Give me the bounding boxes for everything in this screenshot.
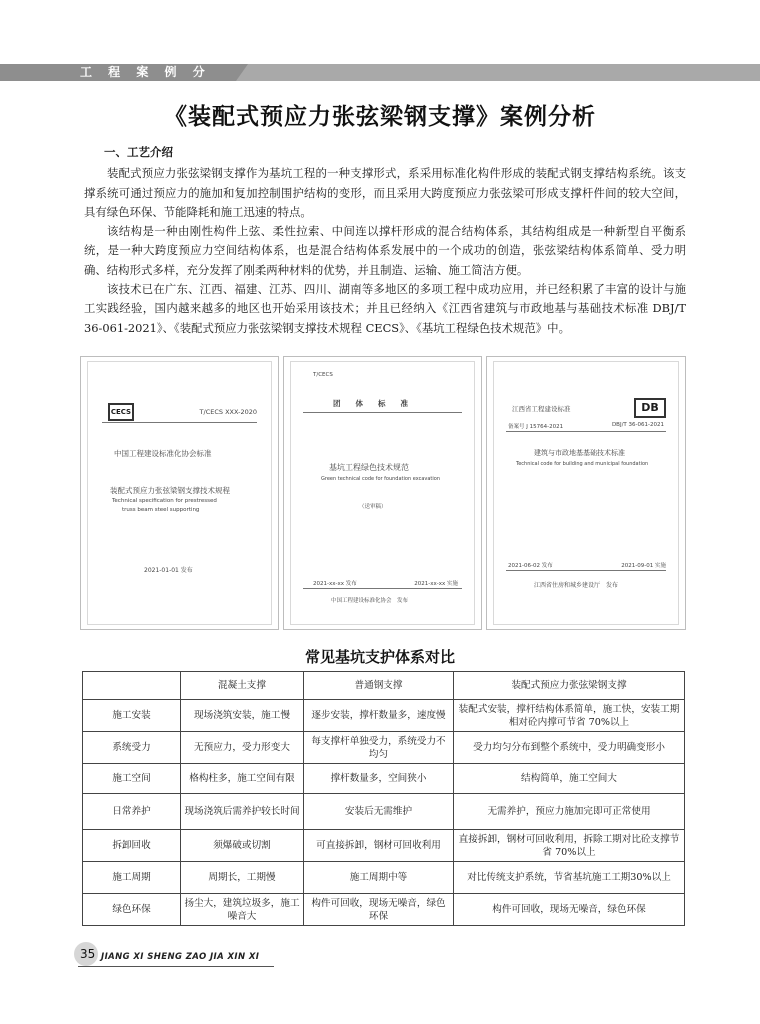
cover-small-code: T/CECS (313, 372, 333, 378)
cecs-logo-icon: CECS (108, 403, 134, 421)
table-cell: 装配式安装，撑杆结构体系简单，施工快，安装工期相对砼内撑可节省 70%以上 (454, 700, 685, 732)
cover-frame (87, 361, 272, 625)
table-cell: 系统受力 (83, 732, 181, 764)
comparison-table (82, 671, 685, 926)
table-cell: 构件可回收，现场无噪音，绿色环保 (304, 894, 454, 926)
table-cell: 扬尘大，建筑垃圾多，施工噪音大 (181, 894, 304, 926)
table-cell: 可直接拆卸，钢材可回收利用 (304, 830, 454, 862)
journal-name: JIANG XI SHENG ZAO JIA XIN XI (101, 952, 260, 962)
table-header-cell: 普通钢支撑 (304, 672, 454, 700)
figure-cecs-standard-cover (80, 356, 279, 630)
standard-subtitle-en: Technical code for building and municipal foundation (516, 461, 649, 467)
effective-date: 2021-xx-xx 实施 (414, 581, 458, 587)
standard-code: T/CECS XXX-2020 (199, 408, 257, 416)
table-header-cell (83, 672, 181, 700)
table-cell: 直接拆卸，钢材可回收利用，拆除工期对比砼支撑节省 70%以上 (454, 830, 685, 862)
table-cell: 每支撑杆单独受力，系统受力不均匀 (304, 732, 454, 764)
cover-rule-bottom (506, 570, 666, 571)
table-cell: 对比传统支护系统，节省基坑施工工期30%以上 (454, 862, 685, 894)
table-cell: 受力均匀分布到整个系统中，受力明确变形小 (454, 732, 685, 764)
issue-date: 2021-xx-xx 发布 (313, 581, 357, 587)
cover-rule (303, 412, 462, 413)
cover-rule (102, 422, 257, 423)
table-row (83, 764, 685, 794)
paragraph-1: 装配式预应力张弦梁钢支撑作为基坑工程的一种支撑形式，系采用标准化构件形成的装配式钢支撑结构系统。该支撑系统可通过预应力的施加和复加控制围护结构的变形，而且采用大跨度预应力张弦梁可形成支撑杆件间的较大空间，具有绿色环保、节能降耗和施工迅速的特点。 (84, 166, 686, 219)
table-row (83, 794, 685, 830)
table-cell: 现场浇筑后需养护较长时间 (181, 794, 304, 830)
section-header-label: 工 程 案 例 分 析 (0, 64, 236, 81)
figure-green-code-cover (283, 356, 482, 630)
standard-title: 装配式预应力张弦梁钢支撑技术规程 (110, 486, 230, 495)
table-cell: 施工周期 (83, 862, 181, 894)
section-heading: 一、工艺介绍 (104, 145, 173, 159)
table-cell: 日常养护 (83, 794, 181, 830)
standard-org: 中国工程建设标准化协会标准 (114, 449, 212, 458)
table-cell: 施工安装 (83, 700, 181, 732)
article-body (84, 143, 686, 338)
paragraph-2: 该结构是一种由刚性构件上弦、柔性拉索、中间连以撑杆形成的混合结构体系，其结构组成是一种新型自平衡系统，是一种大跨度预应力空间结构体系，也是混合结构体系发展中的一个成功的创造，张弦梁结构体系简单、受力明确、结构形式多样，充分发挥了刚柔两种材料的优势，并且制造、运输、施工简洁方便。 (84, 224, 686, 277)
publisher: 中国工程建设标准化协会 发布 (331, 598, 409, 604)
table-cell: 安装后无需维护 (304, 794, 454, 830)
cover-rule-bottom (303, 588, 462, 589)
draft-label: （送审稿） (359, 504, 387, 510)
table-header-cell: 混凝土支撑 (181, 672, 304, 700)
cover-rule (506, 431, 666, 432)
paragraph-3: 该技术已在广东、江西、福建、江苏、四川、湖南等多地区的多项工程中成功应用，并已经积累了丰富的设计与施工实践经验，国内越来越多的地区也开始采用该技术；并且已经纳入《江西省建筑与市政地基与基础技术标准 DBJ/T 36-061-2021》、《装配式预应力张弦梁钢支撑技术规程 CECS》、《基坑工程绿色技术规范》中。 (84, 282, 686, 335)
standard-title: 基坑工程绿色技术规范 (329, 463, 409, 472)
table-cell: 无预应力，受力形变大 (181, 732, 304, 764)
table-cell: 施工空间 (83, 764, 181, 794)
standard-title: 建筑与市政地基基础技术标准 (534, 449, 625, 457)
standard-code: DBJ/T 36-061-2021 (611, 422, 664, 428)
table-cell: 须爆破或切割 (181, 830, 304, 862)
table-cell: 周期长，工期慢 (181, 862, 304, 894)
standard-kind: 团 体 标 准 (333, 399, 408, 408)
table-header-row (83, 672, 685, 700)
standards-figures (80, 356, 684, 628)
table-cell: 结构简单，施工空间大 (454, 764, 685, 794)
standard-subtitle-en: Green technical code for foundation excavation (321, 476, 440, 482)
table-row (83, 700, 685, 732)
db-logo-icon: DB (634, 398, 666, 418)
issue-date: 2021-06-02 发布 (508, 563, 553, 569)
standard-date: 2021-01-01 发布 (144, 567, 193, 574)
publisher: 江西省住房和城乡建设厅 发布 (534, 582, 619, 589)
standard-subtitle-en-2: truss beam steel supporting (122, 507, 200, 513)
standard-subtitle-en: Technical specification for prestressed (112, 498, 217, 504)
table-cell: 施工周期中等 (304, 862, 454, 894)
page-number: 35 (80, 947, 96, 961)
cover-frame (493, 361, 679, 625)
article-title: 《装配式预应力张弦梁钢支撑》案例分析 (164, 104, 596, 130)
cover-frame (290, 361, 475, 625)
table-row (83, 732, 685, 764)
record-number: 备案号 J 15764-2021 (508, 424, 564, 430)
table-row (83, 894, 685, 926)
table-cell: 撑杆数量多，空间狭小 (304, 764, 454, 794)
table-cell: 构件可回收，现场无噪音，绿色环保 (454, 894, 685, 926)
table-row (83, 862, 685, 894)
table-row (83, 830, 685, 862)
table-cell: 绿色环保 (83, 894, 181, 926)
table-cell: 现场浇筑安装，施工慢 (181, 700, 304, 732)
table-cell: 逐步安装，撑杆数量多，速度慢 (304, 700, 454, 732)
effective-date: 2021-09-01 实施 (621, 563, 666, 569)
footer-rule (78, 966, 274, 967)
table-header-cell: 装配式预应力张弦梁钢支撑 (454, 672, 685, 700)
table-cell: 无需养护，预应力施加完即可正常使用 (454, 794, 685, 830)
table-cell: 格构柱多，施工空间有限 (181, 764, 304, 794)
table-title: 常见基坑支护体系对比 (304, 648, 455, 666)
figure-jiangxi-standard-cover (486, 356, 686, 630)
region-standard: 江西省工程建设标准 (512, 405, 571, 413)
table-cell: 拆卸回收 (83, 830, 181, 862)
